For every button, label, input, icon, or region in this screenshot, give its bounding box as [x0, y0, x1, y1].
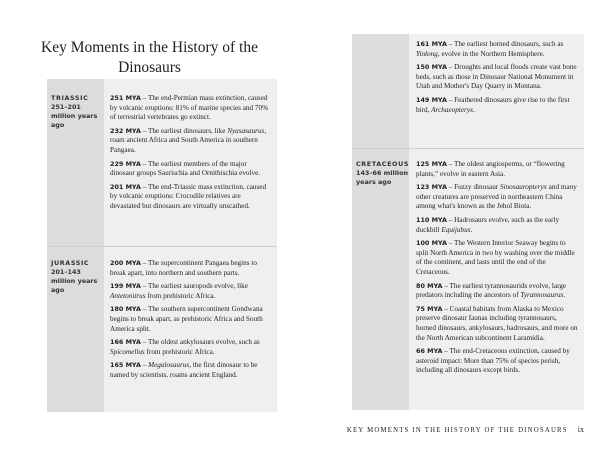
page-number: ix — [577, 425, 584, 434]
timeline-entry: 123 MYA – Fuzzy dinosaur Sinosauropteryx and many other creatures are preserved in northeastern China among what's known as the Jehol Biota. — [416, 183, 577, 211]
entry-desc: Megalosaurus, the first dinosaur to be named by scientists, roams ancient England. — [110, 361, 258, 379]
era-label-triassic — [51, 94, 103, 130]
entry-mya: 80 MYA — [416, 281, 443, 290]
era-column — [352, 34, 409, 410]
timeline-entry: 165 MYA – Megalosaurus, the first dinosaur to be named by scientists, roams ancient England. — [110, 361, 258, 379]
entry-mya: 229 MYA — [110, 159, 141, 168]
jurassic-continued-entries — [416, 40, 578, 119]
timeline-entry: 232 MYA – The earliest dinosaurs, like Nyasasaurus, roam ancient Africa and South America in southern Pangaea. — [110, 126, 267, 154]
entry-mya: 161 MYA — [416, 40, 447, 48]
running-head: KEY MOMENTS IN THE HISTORY OF THE DINOSAURS — [346, 427, 568, 434]
entry-desc: The end-Permian mass extinction, caused by volcanic eruptions: 81% of marine species and 70% of terrestrial vertebrates go extinct. — [110, 94, 269, 122]
era-name: CRETACEOUS — [356, 160, 410, 168]
timeline-entry: 100 MYA – The Western Interior Seaway begins to split North America in two by washing over the middle of the continent, and lasts until the end of the Cretaceous. — [416, 239, 575, 276]
timeline-entry: 201 MYA – The end-Triassic mass extinction, caused by volcanic eruptions: Crocodile relatives are devastated but dinosaurs are virtually unscathed. — [110, 182, 267, 210]
timeline-entry: 150 MYA – Droughts and local floods create vast bone beds, such as those in Dinosaur National Monument in Utah and Mother's Day Quarry in Montana. — [416, 63, 577, 91]
entry-desc: Droughts and local floods create vast bone beds, such as those in Dinosaur National Monument in Utah and Mother's Day Quarry in Montana. — [416, 63, 577, 91]
era-label-cretaceous — [356, 160, 408, 187]
timeline-entry: 110 MYA – Hadrosaurs evolve, such as the early duckbill Equijubus. — [416, 215, 560, 234]
cretaceous-entries — [416, 160, 578, 380]
entry-desc: Feathered dinosaurs give rise to the first bird, Archaeopteryx. — [416, 95, 570, 114]
entry-desc: The earliest horned dinosaurs, such as Yinlong, evolve in the Northern Hemisphere. — [416, 40, 564, 58]
entry-mya: 166 MYA — [110, 338, 141, 347]
era-label-jurassic — [51, 259, 103, 295]
era-range: 201–143 million years ago — [51, 268, 98, 294]
timeline-entry: 180 MYA – The southern supercontinent Gondwana begins to break apart, as prehistoric Africa and South America split. — [110, 305, 263, 333]
timeline-entry: 66 MYA – The end-Cretaceous extinction, caused by asteroid impact: More than 75% of species perish, including all dinosaurs except birds. — [416, 347, 570, 375]
entry-mya: 149 MYA — [416, 95, 447, 104]
entry-mya: 150 MYA — [416, 63, 447, 72]
entry-desc: The earliest members of the major dinosaur groups Saurischia and Ornithischia evolve. — [110, 159, 261, 178]
entry-desc: The oldest ankylosaurs evolve, such as Spicomellus from prehistoric Africa. — [110, 338, 260, 356]
entry-mya: 75 MYA — [416, 304, 443, 313]
entry-desc: The oldest angiosperms, or “flowering plants,” evolve in eastern Asia. — [416, 160, 565, 178]
entry-mya: 165 MYA — [110, 361, 141, 370]
era-divider — [352, 148, 584, 149]
timeline-entry: 229 MYA – The earliest members of the major dinosaur groups Saurischia and Ornithischia evolve. — [110, 159, 261, 178]
entry-mya: 251 MYA — [110, 94, 141, 102]
entry-desc: Hadrosaurs evolve, such as the early duckbill Equijubus. — [416, 215, 560, 234]
era-name: TRIASSIC — [51, 94, 89, 102]
timeline-entry: 161 MYA – The earliest horned dinosaurs, such as Yinlong, evolve in the Northern Hemisphere. — [416, 40, 564, 58]
timeline-entry: 125 MYA – The oldest angiosperms, or “flowering plants,” evolve in eastern Asia. — [416, 160, 565, 178]
entry-mya: 100 MYA — [416, 239, 447, 248]
entry-desc: The earliest dinosaurs, like Nyasasaurus, roam ancient Africa and South America in southern Pangaea. — [110, 126, 267, 154]
jurassic-entries — [110, 259, 270, 385]
entry-desc: Coastal habitats from Alaska to Mexico preserve dinosaur faunas including tyrannosaurs, horned dinosaurs, ankylosaurs, hadrosaurs, and more on the North American subcontinent Laramidia. — [416, 304, 578, 342]
entry-desc: Fuzzy dinosaur Sinosauropteryx and many other creatures are preserved in northeastern China among what's known as the Jehol Biota. — [416, 183, 577, 211]
entry-desc: The end-Triassic mass extinction, caused by volcanic eruptions: Crocodile relatives are devastated but dinosaurs are virtually unscathed. — [110, 182, 267, 210]
era-range: 143–66 million years ago — [356, 169, 409, 186]
entry-desc: The supercontinent Pangaea begins to break apart, into northern and southern parts. — [110, 259, 257, 277]
entry-mya: 232 MYA — [110, 126, 141, 135]
page-title: Key Moments in the History of the Dinosaurs — [41, 39, 258, 76]
timeline-entry: 251 MYA – The end-Permian mass extinction, caused by volcanic eruptions: 81% of marine species and 70% of terrestrial vertebrates go extinct. — [110, 94, 269, 122]
entry-mya: 199 MYA — [110, 282, 141, 291]
timeline-entry: 149 MYA – Feathered dinosaurs give rise to the first bird, Archaeopteryx. — [416, 95, 570, 114]
entry-desc: The earliest sauropods evolve, like Antetonitrus from prehistoric Africa. — [110, 282, 248, 300]
timeline-entry: 75 MYA – Coastal habitats from Alaska to Mexico preserve dinosaur faunas including tyrannosaurs, horned dinosaurs, ankylosaurs, hadrosaurs, and more on the North American subcontinent Laramidia. — [416, 304, 578, 342]
entry-mya: 110 MYA — [416, 215, 447, 224]
era-divider — [47, 246, 277, 247]
timeline-entry: 80 MYA – The earliest tyrannosaurids evolve, large predators including the ancestors of Tyrannosaurus. — [416, 281, 567, 300]
triassic-entries — [110, 94, 270, 216]
era-range: 251–201 million years ago — [51, 103, 98, 129]
timeline-entry: 200 MYA – The supercontinent Pangaea begins to break apart, into northern and southern parts. — [110, 259, 257, 277]
entry-mya: 200 MYA — [110, 259, 141, 267]
running-footer — [347, 425, 584, 434]
right-page — [300, 0, 600, 453]
entry-mya: 123 MYA — [416, 183, 447, 192]
entry-desc: The end-Cretaceous extinction, caused by asteroid impact: More than 75% of species perish, including all dinosaurs except birds. — [416, 347, 570, 375]
timeline-entry: 199 MYA – The earliest sauropods evolve, like Antetonitrus from prehistoric Africa. — [110, 282, 248, 300]
entry-desc: The earliest tyrannosaurids evolve, large predators including the ancestors of Tyrannosaurus. — [416, 281, 567, 300]
entry-mya: 180 MYA — [110, 305, 141, 314]
entry-mya: 201 MYA — [110, 182, 141, 191]
entry-mya: 125 MYA — [416, 160, 447, 168]
entry-desc: The Western Interior Seaway begins to split North America in two by washing over the middle of the continent, and lasts until the end of the Cretaceous. — [416, 239, 575, 276]
timeline-entry: 166 MYA – The oldest ankylosaurs evolve, such as Spicomellus from prehistoric Africa. — [110, 338, 260, 356]
era-name: JURASSIC — [51, 259, 90, 267]
entry-mya: 66 MYA — [416, 347, 443, 356]
entry-desc: The southern supercontinent Gondwana begins to break apart, as prehistoric Africa and South America split. — [110, 305, 263, 333]
